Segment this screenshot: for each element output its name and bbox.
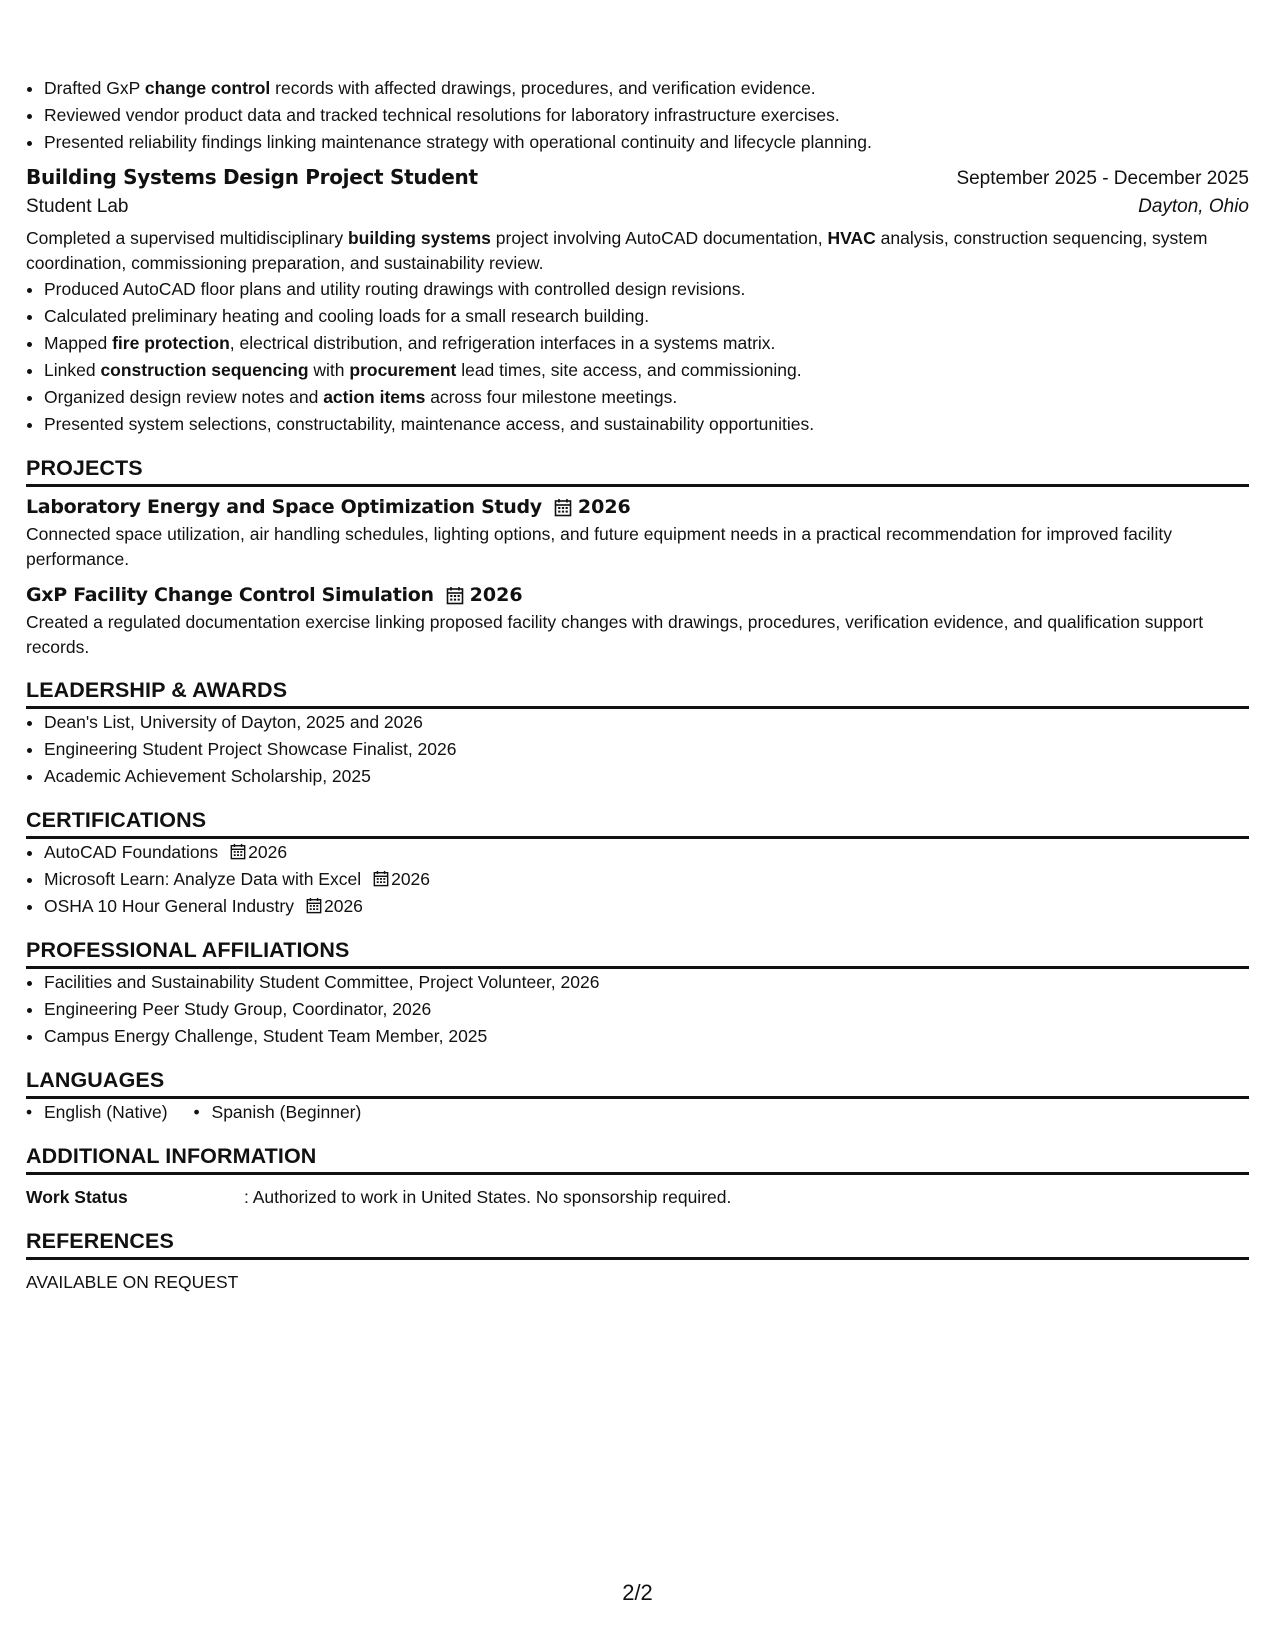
list-item: [44, 839, 1249, 866]
project-description: Connected space utilization, air handling schedules, lighting options, and future equipment needs in a practical recommendation for improved facility performance.: [26, 524, 1172, 569]
list-item: • Academic Achievement Scholarship, 2025: [44, 763, 1249, 790]
experience-subheader: [26, 196, 1249, 218]
certification-year: 2026: [323, 896, 363, 916]
organization: Student Lab: [26, 196, 129, 217]
section-title-references: REFERENCES: [26, 1229, 1249, 1260]
experience-summary: Completed a supervised multidisciplinary building systems project involving AutoCAD documentation, HVAC analysis, construction sequencing, system coordination, commissioning preparation, and sustainability review.: [26, 228, 1208, 273]
list-item: • Engineering Peer Study Group, Coordinator, 2026: [44, 996, 1249, 1023]
section-title-additional-info: ADDITIONAL INFORMATION: [26, 1144, 1249, 1175]
list-item: [44, 893, 1249, 920]
list-item: • Mapped fire protection, electrical distribution, and refrigeration interfaces in a systems matrix.: [44, 330, 1249, 357]
calendar-icon: [230, 843, 246, 860]
list-item: • Drafted GxP change control records with affected drawings, procedures, and verification evidence.: [44, 75, 1249, 102]
experience-header: [26, 165, 1249, 190]
job-title: Building Systems Design Project Student: [26, 165, 478, 189]
list-item: • Presented reliability findings linking maintenance strategy with operational continuity and lifecycle planning.: [44, 129, 1249, 156]
list-item: • Reviewed vendor product data and tracked technical resolutions for laboratory infrastructure exercises.: [44, 102, 1249, 129]
certification-name: OSHA 10 Hour General Industry: [44, 896, 294, 916]
work-status-value: : Authorized to work in United States. No sponsorship required.: [244, 1187, 732, 1207]
languages-list: [26, 1099, 1249, 1126]
list-item: • Facilities and Sustainability Student Committee, Project Volunteer, 2026: [44, 969, 1249, 996]
project-header: [26, 584, 1249, 606]
project-header: [26, 496, 1249, 518]
references-text: AVAILABLE ON REQUEST: [26, 1272, 239, 1292]
calendar-icon: [373, 870, 389, 887]
list-item: [44, 866, 1249, 893]
section-title-languages: LANGUAGES: [26, 1068, 1249, 1099]
certification-year: 2026: [391, 869, 431, 889]
list-item: • Calculated preliminary heating and cooling loads for a small research building.: [44, 303, 1249, 330]
section-title-certifications: CERTIFICATIONS: [26, 808, 1249, 839]
leadership-list: [26, 709, 1249, 790]
list-item: • Presented system selections, constructability, maintenance access, and sustainability opportunities.: [44, 411, 1249, 438]
list-item: • Organized design review notes and action items across four milestone meetings.: [44, 384, 1249, 411]
calendar-icon: [446, 586, 464, 605]
page-number: 2/2: [622, 1580, 653, 1605]
list-item: • Engineering Student Project Showcase Finalist, 2026: [44, 736, 1249, 763]
project-year: 2026: [577, 496, 631, 518]
location: Dayton, Ohio: [1138, 196, 1249, 217]
calendar-icon: [554, 498, 572, 517]
list-item: • Spanish (Beginner): [194, 1099, 362, 1126]
resume-page: [26, 75, 1249, 1296]
section-title-affiliations: PROFESSIONAL AFFILIATIONS: [26, 938, 1249, 969]
work-status-row: [26, 1184, 1249, 1211]
certification-name: AutoCAD Foundations: [44, 842, 219, 862]
experience-bullets: [26, 276, 1249, 438]
work-status-label: Work Status: [26, 1187, 128, 1207]
list-item: • Campus Energy Challenge, Student Team Member, 2025: [44, 1023, 1249, 1050]
list-item: • Produced AutoCAD floor plans and utility routing drawings with controlled design revisions.: [44, 276, 1249, 303]
project-description: Created a regulated documentation exercise linking proposed facility changes with drawings, procedures, verification evidence, and qualification support records.: [26, 612, 1204, 657]
bold-keyword: change control: [144, 78, 271, 98]
list-item: • Dean's List, University of Dayton, 2025 and 2026: [44, 709, 1249, 736]
project-title: GxP Facility Change Control Simulation: [26, 584, 434, 606]
affiliations-list: [26, 969, 1249, 1050]
job-dates: September 2025 - December 2025: [956, 168, 1249, 189]
project-year: 2026: [469, 584, 523, 606]
project-title: Laboratory Energy and Space Optimization Study: [26, 496, 542, 518]
section-title-projects: PROJECTS: [26, 456, 1249, 487]
calendar-icon: [306, 897, 322, 914]
list-item: • English (Native): [26, 1099, 168, 1126]
certification-name: Microsoft Learn: Analyze Data with Excel: [44, 869, 362, 889]
list-item: • Linked construction sequencing with procurement lead times, site access, and commissioning.: [44, 357, 1249, 384]
certifications-list: [26, 839, 1249, 920]
section-title-leadership: LEADERSHIP & AWARDS: [26, 678, 1249, 709]
certification-year: 2026: [248, 842, 288, 862]
previous-role-bullets: [26, 75, 1249, 156]
